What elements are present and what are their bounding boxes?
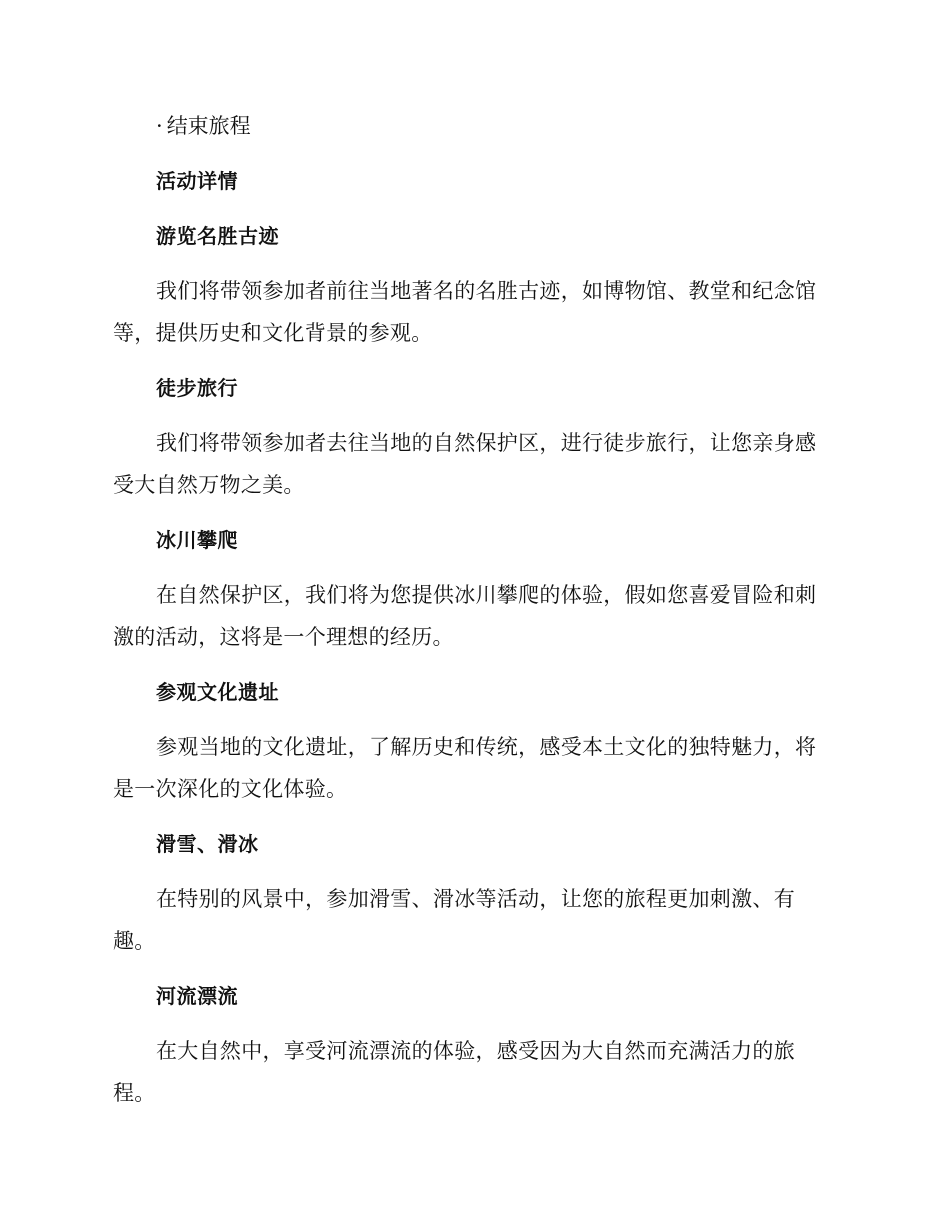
activity-heading-sightseeing: 游览名胜古迹 [156,224,279,248]
activity-body-sightseeing: 我们将带领参加者前往当地著名的名胜古迹，如博物馆、教堂和纪念馆等，提供历史和文化背景的参观。 [113,279,817,345]
section-title: 活动详情 [156,169,238,193]
activity-heading-cultural-sites: 参观文化遗址 [156,680,279,704]
bullet-text: 结束旅程 [166,114,251,138]
activity-body-cultural-sites: 参观当地的文化遗址，了解历史和传统，感受本土文化的独特魅力，将是一次深化的文化体验。 [113,735,817,801]
activity-heading-hiking: 徒步旅行 [156,376,238,400]
activity-body-skiing-skating: 在特别的风景中，参加滑雪、滑冰等活动，让您的旅程更加刺激、有趣。 [113,887,795,953]
bullet-dot: · [156,114,163,138]
activity-body-rafting: 在大自然中，享受河流漂流的体验，感受因为大自然而充满活力的旅程。 [113,1039,795,1105]
bullet-item [113,105,833,147]
activity-body-glacier-climbing: 在自然保护区，我们将为您提供冰川攀爬的体验，假如您喜爱冒险和刺激的活动，这将是一个理想的经历。 [113,583,817,649]
document-page [113,105,833,1127]
activity-heading-skiing-skating: 滑雪、滑冰 [156,832,259,856]
activity-heading-glacier-climbing: 冰川攀爬 [156,528,238,552]
activity-body-hiking: 我们将带领参加者去往当地的自然保护区，进行徒步旅行，让您亲身感受大自然万物之美。 [113,431,817,497]
activity-heading-rafting: 河流漂流 [156,984,238,1008]
